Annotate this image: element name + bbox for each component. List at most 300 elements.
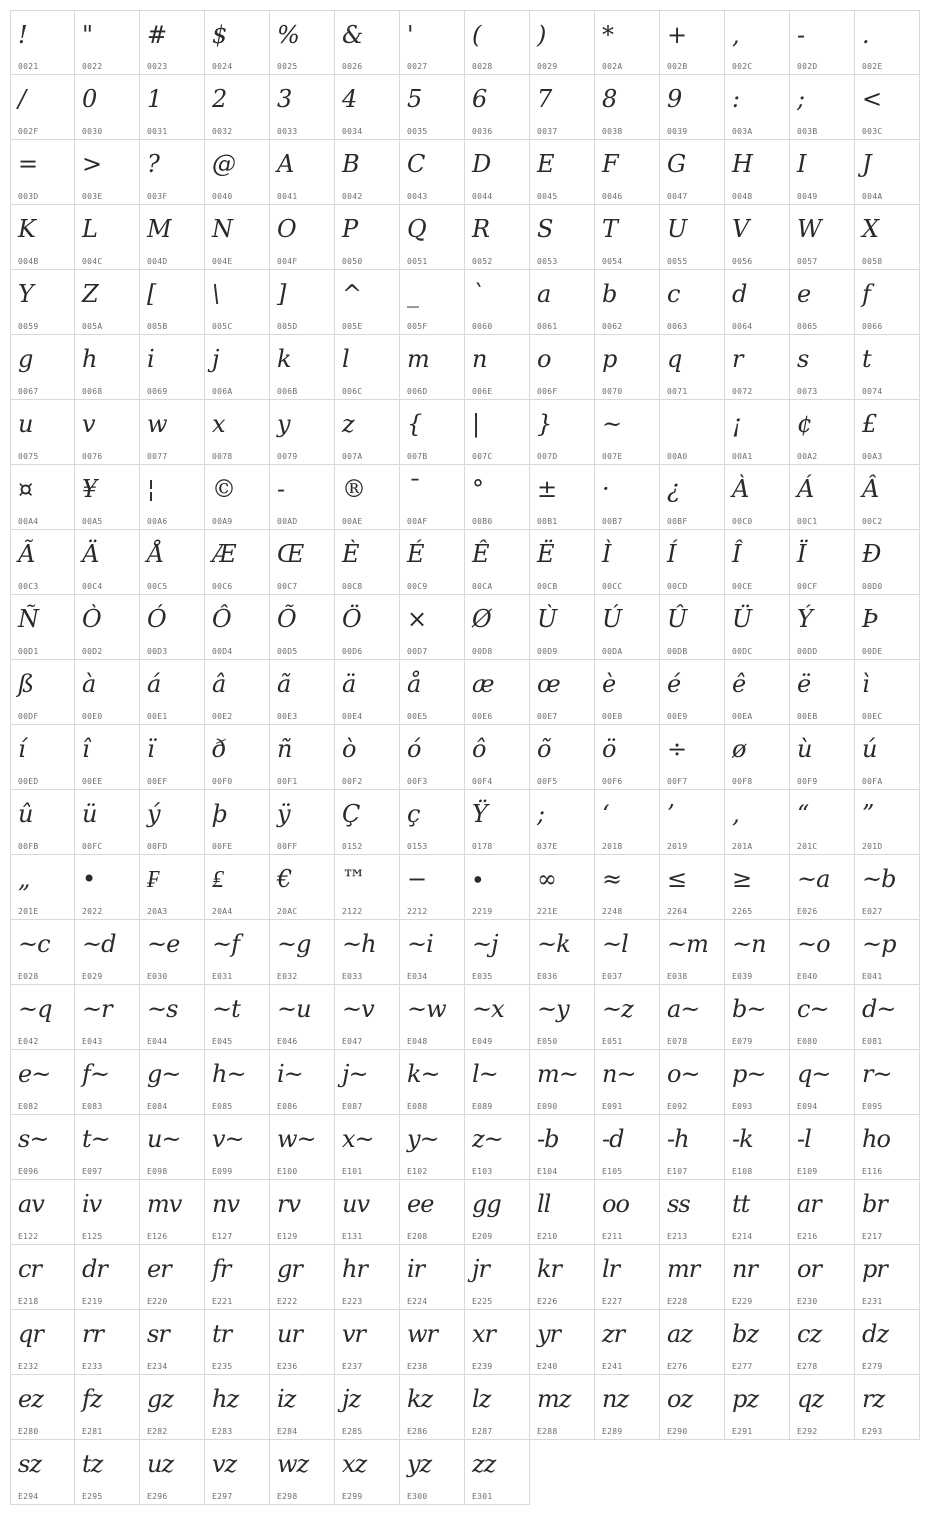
glyph-codepoint: 00D2: [82, 647, 103, 656]
glyph-codepoint: 00AD: [277, 517, 298, 526]
glyph-codepoint: 003A: [732, 127, 753, 136]
glyph-sample: û: [18, 800, 33, 828]
glyph-sample: =: [18, 150, 38, 178]
glyph-cell: [660, 270, 725, 335]
glyph-codepoint: E231: [862, 1297, 883, 1306]
glyph-sample: p: [602, 345, 617, 373]
glyph-sample: R: [472, 215, 490, 243]
glyph-sample: à: [82, 670, 96, 698]
glyph-sample: h~: [212, 1060, 246, 1088]
glyph-codepoint: E027: [862, 907, 883, 916]
glyph-cell: [855, 595, 920, 660]
glyph-sample: vr: [342, 1320, 366, 1348]
glyph-cell: [205, 1310, 270, 1375]
glyph-cell: [465, 790, 530, 855]
glyph-codepoint: 0055: [667, 257, 688, 266]
glyph-cell: [205, 75, 270, 140]
glyph-codepoint: E290: [667, 1427, 688, 1436]
glyph-codepoint: 00C9: [407, 582, 428, 591]
glyph-sample: é: [667, 670, 681, 698]
glyph-cell: [595, 335, 660, 400]
glyph-cell: [465, 10, 530, 75]
glyph-codepoint: E216: [797, 1232, 818, 1241]
glyph-sample: wz: [277, 1450, 309, 1478]
glyph-sample: U: [667, 215, 687, 243]
glyph-cell: [660, 790, 725, 855]
glyph-cell: [270, 75, 335, 140]
glyph-codepoint: E210: [537, 1232, 558, 1241]
glyph-sample: -h: [667, 1125, 689, 1153]
glyph-codepoint: 005A: [82, 322, 103, 331]
glyph-cell: [530, 400, 595, 465]
glyph-codepoint: E079: [732, 1037, 753, 1046]
glyph-codepoint: 00A4: [18, 517, 39, 526]
glyph-cell: [75, 140, 140, 205]
glyph-sample: ü: [82, 800, 97, 828]
glyph-sample: pr: [862, 1255, 887, 1283]
glyph-codepoint: 201D: [862, 842, 883, 851]
glyph-codepoint: 0049: [797, 192, 818, 201]
glyph-cell: [270, 725, 335, 790]
glyph-sample: u~: [147, 1125, 181, 1153]
glyph-cell: [270, 790, 335, 855]
glyph-cell: [205, 10, 270, 75]
glyph-sample: rr: [82, 1320, 103, 1348]
glyph-cell: [595, 530, 660, 595]
glyph-cell: [335, 725, 400, 790]
glyph-codepoint: E096: [18, 1167, 39, 1176]
glyph-sample: ò: [342, 735, 356, 763]
glyph-cell: [595, 140, 660, 205]
glyph-cell: [530, 1180, 595, 1245]
glyph-sample: dz: [862, 1320, 889, 1348]
glyph-codepoint: 0028: [472, 62, 493, 71]
glyph-sample: nv: [212, 1190, 240, 1218]
glyph-codepoint: 00B7: [602, 517, 623, 526]
glyph-cell: [10, 1310, 75, 1375]
glyph-cell: [595, 595, 660, 660]
glyph-codepoint: E127: [212, 1232, 233, 1241]
glyph-cell: [75, 595, 140, 660]
glyph-sample: ú: [862, 735, 877, 763]
glyph-cell: [400, 595, 465, 660]
glyph-sample: N: [212, 215, 232, 243]
glyph-sample: d~: [862, 995, 896, 1023]
glyph-cell: [10, 1180, 75, 1245]
glyph-cell: [465, 530, 530, 595]
glyph-sample: f~: [82, 1060, 109, 1088]
glyph-cell: [270, 530, 335, 595]
glyph-sample: wr: [407, 1320, 438, 1348]
glyph-codepoint: 0068: [82, 387, 103, 396]
glyph-codepoint: 00E0: [82, 712, 103, 721]
glyph-codepoint: 002C: [732, 62, 753, 71]
glyph-cell: [465, 335, 530, 400]
glyph-cell: [660, 725, 725, 790]
glyph-codepoint: E297: [212, 1492, 233, 1501]
glyph-codepoint: E049: [472, 1037, 493, 1046]
glyph-codepoint: E213: [667, 1232, 688, 1241]
glyph-sample: %: [277, 21, 299, 49]
glyph-codepoint: E047: [342, 1037, 363, 1046]
glyph-cell: [855, 920, 920, 985]
glyph-codepoint: 003F: [147, 192, 168, 201]
glyph-cell: [205, 335, 270, 400]
glyph-sample: kz: [407, 1385, 433, 1413]
glyph-codepoint: 00DB: [667, 647, 688, 656]
glyph-codepoint: 0029: [537, 62, 558, 71]
glyph-cell: [855, 1180, 920, 1245]
glyph-cell: [270, 10, 335, 75]
glyph-sample: Œ: [277, 540, 304, 568]
glyph-codepoint: 007C: [472, 452, 493, 461]
glyph-cell: [10, 400, 75, 465]
glyph-codepoint: E040: [797, 972, 818, 981]
glyph-sample: t~: [82, 1125, 110, 1153]
glyph-cell: [205, 270, 270, 335]
glyph-sample: 8: [602, 85, 617, 113]
glyph-sample: Â: [862, 475, 879, 503]
glyph-codepoint: 201A: [732, 842, 753, 851]
glyph-sample: }: [537, 410, 552, 438]
glyph-cell: [140, 660, 205, 725]
glyph-codepoint: E041: [862, 972, 883, 981]
glyph-cell: [465, 400, 530, 465]
glyph-sample: Û: [667, 605, 687, 633]
glyph-sample: qz: [797, 1385, 824, 1413]
glyph-cell: [725, 855, 790, 920]
glyph-codepoint: 0078: [212, 452, 233, 461]
glyph-sample: @: [212, 150, 235, 178]
glyph-cell: [335, 1440, 400, 1505]
glyph-sample: er: [147, 1255, 171, 1283]
glyph-sample: Ì: [602, 540, 611, 568]
glyph-sample: -: [797, 21, 805, 49]
glyph-sample: ¦: [147, 475, 155, 503]
glyph-codepoint: E078: [667, 1037, 688, 1046]
glyph-sample: î: [82, 735, 89, 763]
glyph-codepoint: 00C1: [797, 517, 818, 526]
glyph-codepoint: 0061: [537, 322, 558, 331]
glyph-cell: [140, 920, 205, 985]
glyph-cell: [10, 10, 75, 75]
glyph-cell: [530, 75, 595, 140]
glyph-codepoint: 00FD: [147, 842, 168, 851]
glyph-sample: Ö: [342, 605, 361, 633]
glyph-cell: [335, 10, 400, 75]
glyph-cell: [530, 985, 595, 1050]
glyph-codepoint: 2022: [82, 907, 103, 916]
glyph-cell: [10, 985, 75, 1050]
glyph-cell: [465, 1440, 530, 1505]
glyph-codepoint: 00F1: [277, 777, 298, 786]
glyph-sample: x~: [342, 1125, 374, 1153]
glyph-cell: [725, 400, 790, 465]
glyph-sample: `: [472, 280, 483, 308]
glyph-sample: ÿ: [277, 800, 290, 828]
glyph-sample: D: [472, 150, 491, 178]
glyph-cell: [270, 1310, 335, 1375]
glyph-codepoint: 0036: [472, 127, 493, 136]
glyph-codepoint: E296: [147, 1492, 168, 1501]
glyph-cell: [530, 1310, 595, 1375]
glyph-sample: a: [537, 280, 551, 308]
glyph-sample: ≥: [732, 865, 752, 893]
glyph-sample: 7: [537, 85, 552, 113]
glyph-sample: .: [862, 21, 869, 49]
glyph-codepoint: 0027: [407, 62, 428, 71]
glyph-cell: [400, 920, 465, 985]
glyph-codepoint: 00C7: [277, 582, 298, 591]
glyph-codepoint: 004C: [82, 257, 103, 266]
glyph-cell: [855, 140, 920, 205]
glyph-codepoint: 0071: [667, 387, 688, 396]
glyph-codepoint: 002A: [602, 62, 623, 71]
glyph-cell: [140, 335, 205, 400]
glyph-codepoint: 00D1: [18, 647, 39, 656]
glyph-cell: [335, 855, 400, 920]
glyph-codepoint: E219: [82, 1297, 103, 1306]
glyph-sample: M: [147, 215, 171, 243]
glyph-sample: az: [667, 1320, 692, 1348]
glyph-sample: !: [18, 21, 27, 49]
glyph-sample: ~r: [82, 995, 112, 1023]
glyph-cell: [75, 530, 140, 595]
glyph-cell: [660, 595, 725, 660]
glyph-cell: [465, 985, 530, 1050]
glyph-sample: 9: [667, 85, 682, 113]
glyph-cell: [205, 1375, 270, 1440]
glyph-codepoint: 0057: [797, 257, 818, 266]
glyph-codepoint: 0021: [18, 62, 39, 71]
glyph-sample: [: [147, 280, 156, 308]
glyph-sample: ~q: [18, 995, 52, 1023]
glyph-sample: /: [18, 85, 26, 113]
glyph-cell: [400, 270, 465, 335]
glyph-codepoint: 201C: [797, 842, 818, 851]
glyph-codepoint: E122: [18, 1232, 39, 1241]
glyph-sample: j~: [342, 1060, 368, 1088]
glyph-codepoint: 003B: [797, 127, 818, 136]
glyph-sample: tt: [732, 1190, 750, 1218]
glyph-sample: iz: [277, 1385, 296, 1413]
glyph-cell: [530, 140, 595, 205]
glyph-sample: G: [667, 150, 686, 178]
glyph-sample: ~g: [277, 930, 311, 958]
glyph-cell: [270, 1245, 335, 1310]
glyph-sample: 4: [342, 85, 357, 113]
glyph-sample: Ÿ: [472, 800, 487, 828]
glyph-cell: [855, 400, 920, 465]
glyph-sample: Z: [82, 280, 98, 308]
glyph-sample: m: [407, 345, 429, 373]
glyph-grid: [10, 10, 920, 1505]
glyph-codepoint: 00EF: [147, 777, 168, 786]
glyph-cell: [10, 335, 75, 400]
glyph-codepoint: 00FB: [18, 842, 39, 851]
glyph-codepoint: 005E: [342, 322, 363, 331]
glyph-cell: [335, 75, 400, 140]
glyph-sample: y: [277, 410, 290, 438]
glyph-sample: b: [602, 280, 617, 308]
glyph-codepoint: E283: [212, 1427, 233, 1436]
glyph-sample: V: [732, 215, 749, 243]
glyph-cell: [855, 10, 920, 75]
glyph-cell: [530, 1375, 595, 1440]
glyph-sample: ~n: [732, 930, 766, 958]
glyph-sample: 1: [147, 85, 162, 113]
glyph-cell: [465, 855, 530, 920]
glyph-cell: [790, 465, 855, 530]
glyph-codepoint: 00D4: [212, 647, 233, 656]
glyph-codepoint: 00C3: [18, 582, 39, 591]
glyph-codepoint: E026: [797, 907, 818, 916]
glyph-codepoint: 00DC: [732, 647, 753, 656]
glyph-codepoint: 00A6: [147, 517, 168, 526]
glyph-sample: ": [82, 21, 93, 49]
glyph-codepoint: 0153: [407, 842, 428, 851]
glyph-codepoint: E103: [472, 1167, 493, 1176]
glyph-codepoint: E102: [407, 1167, 428, 1176]
glyph-cell: [855, 530, 920, 595]
glyph-cell: [140, 465, 205, 530]
glyph-cell: [75, 465, 140, 530]
glyph-codepoint: E084: [147, 1102, 168, 1111]
glyph-codepoint: 00C0: [732, 517, 753, 526]
glyph-cell: [790, 270, 855, 335]
glyph-sample: T: [602, 215, 618, 243]
glyph-codepoint: 037E: [537, 842, 558, 851]
glyph-sample: ÷: [667, 735, 687, 763]
glyph-cell: [725, 530, 790, 595]
glyph-codepoint: 00FF: [277, 842, 298, 851]
glyph-sample: gr: [277, 1255, 302, 1283]
glyph-sample: ~f: [212, 930, 239, 958]
glyph-sample: ß: [18, 670, 34, 698]
glyph-sample: ∞: [537, 865, 556, 893]
glyph-cell: [595, 1115, 660, 1180]
glyph-sample: fr: [212, 1255, 231, 1283]
glyph-sample: ~j: [472, 930, 498, 958]
glyph-sample: œ: [537, 670, 560, 698]
glyph-codepoint: 00C4: [82, 582, 103, 591]
glyph-codepoint: 0073: [797, 387, 818, 396]
glyph-cell: [400, 1180, 465, 1245]
glyph-sample: X: [862, 215, 879, 243]
glyph-codepoint: 00DA: [602, 647, 623, 656]
glyph-cell: [725, 1115, 790, 1180]
glyph-sample: ez: [18, 1385, 43, 1413]
glyph-cell: [725, 725, 790, 790]
glyph-sample: ~i: [407, 930, 433, 958]
glyph-cell: [855, 1375, 920, 1440]
glyph-sample: qr: [18, 1320, 43, 1348]
glyph-cell: [10, 725, 75, 790]
glyph-cell: [140, 595, 205, 660]
glyph-sample: H: [732, 150, 752, 178]
glyph-codepoint: 0052: [472, 257, 493, 266]
glyph-sample: Ý: [797, 605, 812, 633]
glyph-codepoint: E221: [212, 1297, 233, 1306]
glyph-sample: ñ: [277, 735, 292, 763]
glyph-codepoint: 002E: [862, 62, 883, 71]
glyph-codepoint: 2264: [667, 907, 688, 916]
glyph-codepoint: 00E8: [602, 712, 623, 721]
glyph-sample: ‘: [602, 800, 609, 828]
glyph-sample: v~: [212, 1125, 244, 1153]
glyph-cell: [660, 1180, 725, 1245]
glyph-sample: s: [797, 345, 809, 373]
glyph-cell: [270, 1375, 335, 1440]
glyph-sample: ~v: [342, 995, 374, 1023]
glyph-codepoint: E238: [407, 1362, 428, 1371]
glyph-sample: ): [537, 21, 546, 49]
glyph-cell: [660, 1375, 725, 1440]
glyph-codepoint: 00D0: [862, 582, 883, 591]
glyph-codepoint: 00FC: [82, 842, 103, 851]
glyph-sample: ±: [537, 475, 557, 503]
glyph-cell: [270, 140, 335, 205]
glyph-codepoint: E089: [472, 1102, 493, 1111]
glyph-sample: ¿: [667, 475, 679, 503]
glyph-codepoint: 00E4: [342, 712, 363, 721]
glyph-codepoint: 0023: [147, 62, 168, 71]
glyph-sample: >: [82, 150, 102, 178]
glyph-sample: Đ: [862, 540, 881, 568]
glyph-codepoint: E300: [407, 1492, 428, 1501]
glyph-sample: {: [407, 410, 422, 438]
glyph-sample: ~o: [797, 930, 830, 958]
glyph-codepoint: 002B: [667, 62, 688, 71]
glyph-codepoint: 00CA: [472, 582, 493, 591]
glyph-cell: [270, 465, 335, 530]
glyph-cell: [205, 855, 270, 920]
glyph-cell: [725, 985, 790, 1050]
glyph-codepoint: 00E3: [277, 712, 298, 721]
glyph-cell: [595, 10, 660, 75]
glyph-sample: -: [277, 475, 285, 503]
glyph-codepoint: E241: [602, 1362, 623, 1371]
glyph-cell: [205, 790, 270, 855]
glyph-cell: [10, 140, 75, 205]
glyph-cell: [75, 1440, 140, 1505]
glyph-sample: y~: [407, 1125, 439, 1153]
glyph-cell: [530, 725, 595, 790]
glyph-cell: [790, 400, 855, 465]
glyph-sample: Q: [407, 215, 426, 243]
glyph-cell: [855, 725, 920, 790]
glyph-codepoint: E038: [667, 972, 688, 981]
glyph-codepoint: E282: [147, 1427, 168, 1436]
glyph-cell: [10, 75, 75, 140]
glyph-codepoint: 0066: [862, 322, 883, 331]
glyph-sample: tz: [82, 1450, 103, 1478]
glyph-sample: iv: [82, 1190, 102, 1218]
glyph-cell: [790, 140, 855, 205]
glyph-cell: [205, 1245, 270, 1310]
glyph-codepoint: E278: [797, 1362, 818, 1371]
glyph-cell: [790, 1375, 855, 1440]
glyph-cell: [855, 855, 920, 920]
glyph-codepoint: 00F9: [797, 777, 818, 786]
glyph-cell: [140, 985, 205, 1050]
glyph-cell: [140, 205, 205, 270]
glyph-codepoint: 2212: [407, 907, 428, 916]
glyph-sample: ₤: [212, 865, 223, 893]
glyph-sample: *: [602, 21, 613, 49]
glyph-sample: í: [18, 735, 25, 763]
glyph-codepoint: 004F: [277, 257, 298, 266]
